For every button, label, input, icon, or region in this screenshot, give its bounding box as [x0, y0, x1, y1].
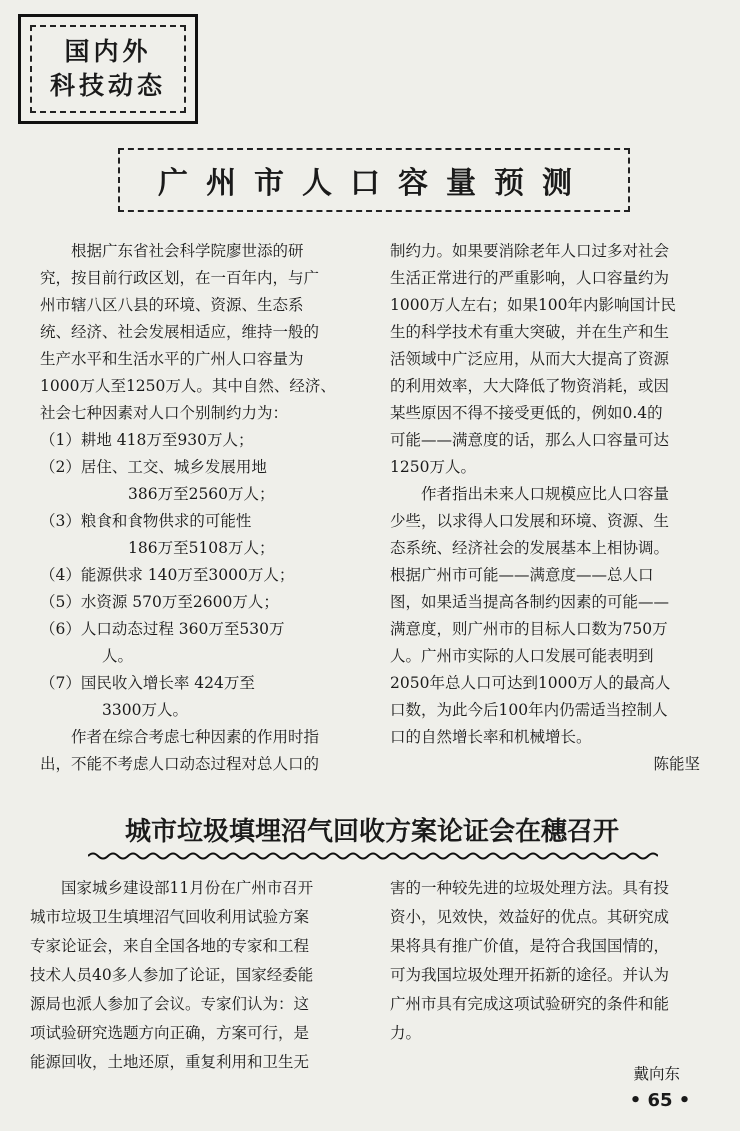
article1-left-column: [40, 238, 370, 778]
section-label-line2: 科技动态: [49, 71, 166, 100]
factor-number: （1）: [40, 431, 81, 449]
article1-left-line: 1000万人至1250万人。其中自然、经济、: [40, 377, 336, 395]
factor-extra: 386万至2560万人；: [128, 485, 275, 503]
article1-right-line: 活领域中广泛应用，从而大大提高了资源: [390, 350, 670, 368]
factor-text: 耕地 418万至930万人；: [80, 431, 254, 449]
article1-left-line: 根据广东省社会科学院廖世添的研: [71, 242, 304, 260]
article2-author: 戴向东: [633, 1065, 680, 1083]
factor-extra: 186万至5108万人；: [128, 539, 275, 557]
factor-extra: 3300万人。: [102, 701, 188, 719]
factor-item: [40, 454, 370, 481]
section-label-box: [18, 14, 198, 124]
article1-left-line: 社会七种因素对人口个别制约力为：: [40, 404, 289, 422]
article2-right-line: 广州市具有完成这项试验研究的条件和能: [390, 995, 670, 1013]
article1-left-line: 统、经济、社会发展相适应，维持一般的: [40, 323, 320, 341]
article1-right-line: 作者指出未来人口规模应比人口容量: [421, 485, 670, 503]
factor-item: [40, 670, 370, 697]
factor-item: [40, 427, 370, 454]
article2-left-line: 项试验研究选题方向正确，方案可行，是: [30, 1024, 310, 1042]
article1-right-line: 2050年总人口可达到1000万人的最高人: [390, 674, 671, 692]
article1-right-line: 口数，为此今后100年内仍需适当控制人: [390, 701, 668, 719]
factor-item: [40, 562, 370, 589]
article1-right-line: 态系统、经济社会的发展基本上相协调。: [390, 539, 670, 557]
factor-text: 国民收入增长率 424万至: [80, 674, 255, 692]
factor-item: [40, 616, 370, 643]
article1-right-line: 1250万人。: [390, 458, 476, 476]
factor-text: 水资源 570万至2600万人；: [80, 593, 279, 611]
article1-left-end-line: 作者在综合考虑七种因素的作用时指: [71, 728, 320, 746]
article1-right-line: 满意度，则广州市的目标人口数为750万: [390, 620, 668, 638]
article1-left-end-line: 出，不能不考虑人口动态过程对总人口的: [40, 755, 320, 773]
article2-left-line: 技术人员40多人参加了论证，国家经委能: [30, 966, 314, 984]
section-label-inner: [30, 25, 186, 113]
article1-title: 广州市人口容量预测: [158, 166, 590, 201]
article1-right-line: 生活正常进行的严重影响，人口容量约为: [390, 269, 670, 287]
article1-right-line: 制约力。如果要消除老年人口过多对社会: [390, 242, 670, 260]
factor-text: 粮食和食物供求的可能性: [80, 512, 252, 530]
article1-right-line: 的利用效率，大大降低了物资消耗，或因: [390, 377, 670, 395]
article2-right-line: 力。: [390, 1024, 422, 1042]
article2-left-line: 城市垃圾卫生填埋沼气回收利用试验方案: [30, 908, 310, 926]
factor-text: 居住、工交、城乡发展用地: [80, 458, 267, 476]
article1-right-line: 口的自然增长率和机械增长。: [390, 728, 592, 746]
article1-right-line: 少些，以求得人口发展和环境、资源、生: [390, 512, 670, 530]
article1-left-line: 究，按目前行政区划，在一百年内，与广: [40, 269, 320, 287]
article1-author: 陈能坚: [653, 755, 700, 773]
factor-number: （7）: [40, 674, 81, 692]
article2-left-line: 国家城乡建设部11月份在广州市召开: [61, 879, 314, 897]
factor-text: 能源供求 140万至3000万人；: [80, 566, 295, 584]
article1-right-line: 生的科学技术有重大突破，并在生产和生: [390, 323, 670, 341]
article2-right-line: 资小，见效快，效益好的优点。其研究成: [390, 908, 670, 926]
factor-extra: 人。: [102, 647, 134, 665]
title-wavy-underline: [88, 850, 658, 862]
factor-text: 人口动态过程 360万至530万: [80, 620, 285, 638]
factor-number: （5）: [40, 593, 81, 611]
article1-right-line: 某些原因不得不接受更低的，例如0.4的: [390, 404, 663, 422]
factor-number: （6）: [40, 620, 81, 638]
article2-left-column: [30, 874, 370, 1077]
factor-number: （4）: [40, 566, 81, 584]
article2-right-line: 害的一种较先进的垃圾处理方法。具有投: [390, 879, 670, 897]
factor-number: （2）: [40, 458, 81, 476]
article1-right-line: 根据广州市可能——满意度——总人口: [390, 566, 654, 584]
factor-item: [40, 589, 370, 616]
factor-number: （3）: [40, 512, 81, 530]
factor-item: [40, 508, 370, 535]
article2-right-line: 果将具有推广价值，是符合我国国情的，: [390, 937, 670, 955]
section-label-line1: 国内外: [64, 37, 152, 66]
article1-right-line: 人。广州市实际的人口发展可能表明到: [390, 647, 654, 665]
article2-right-column: [390, 874, 720, 1089]
article1-title-box: [118, 148, 630, 212]
page-number: • 65 •: [629, 1090, 691, 1111]
article2-title: 城市垃圾填埋沼气回收方案论证会在穗召开: [124, 816, 619, 847]
article1-right-column: [390, 238, 710, 778]
article1-left-line: 州市辖八区八县的环境、资源、生态系: [40, 296, 304, 314]
article1-left-line: 生产水平和生活水平的广州人口容量为: [40, 350, 304, 368]
article2-left-line: 能源回收，土地还原，重复利用和卫生无: [30, 1053, 310, 1071]
article1-right-line: 1000万人左右；如果100年内影响国计民: [390, 296, 677, 314]
article1-right-line: 图，如果适当提高各制约因素的可能——: [390, 593, 670, 611]
article2-left-line: 源局也派人参加了会议。专家们认为：这: [30, 995, 310, 1013]
article2-right-line: 可为我国垃圾处理开拓新的途径。并认为: [390, 966, 670, 984]
article1-right-line: 可能——满意度的话，那么人口容量可达: [390, 431, 670, 449]
article2-left-line: 专家论证会，来自全国各地的专家和工程: [30, 937, 310, 955]
